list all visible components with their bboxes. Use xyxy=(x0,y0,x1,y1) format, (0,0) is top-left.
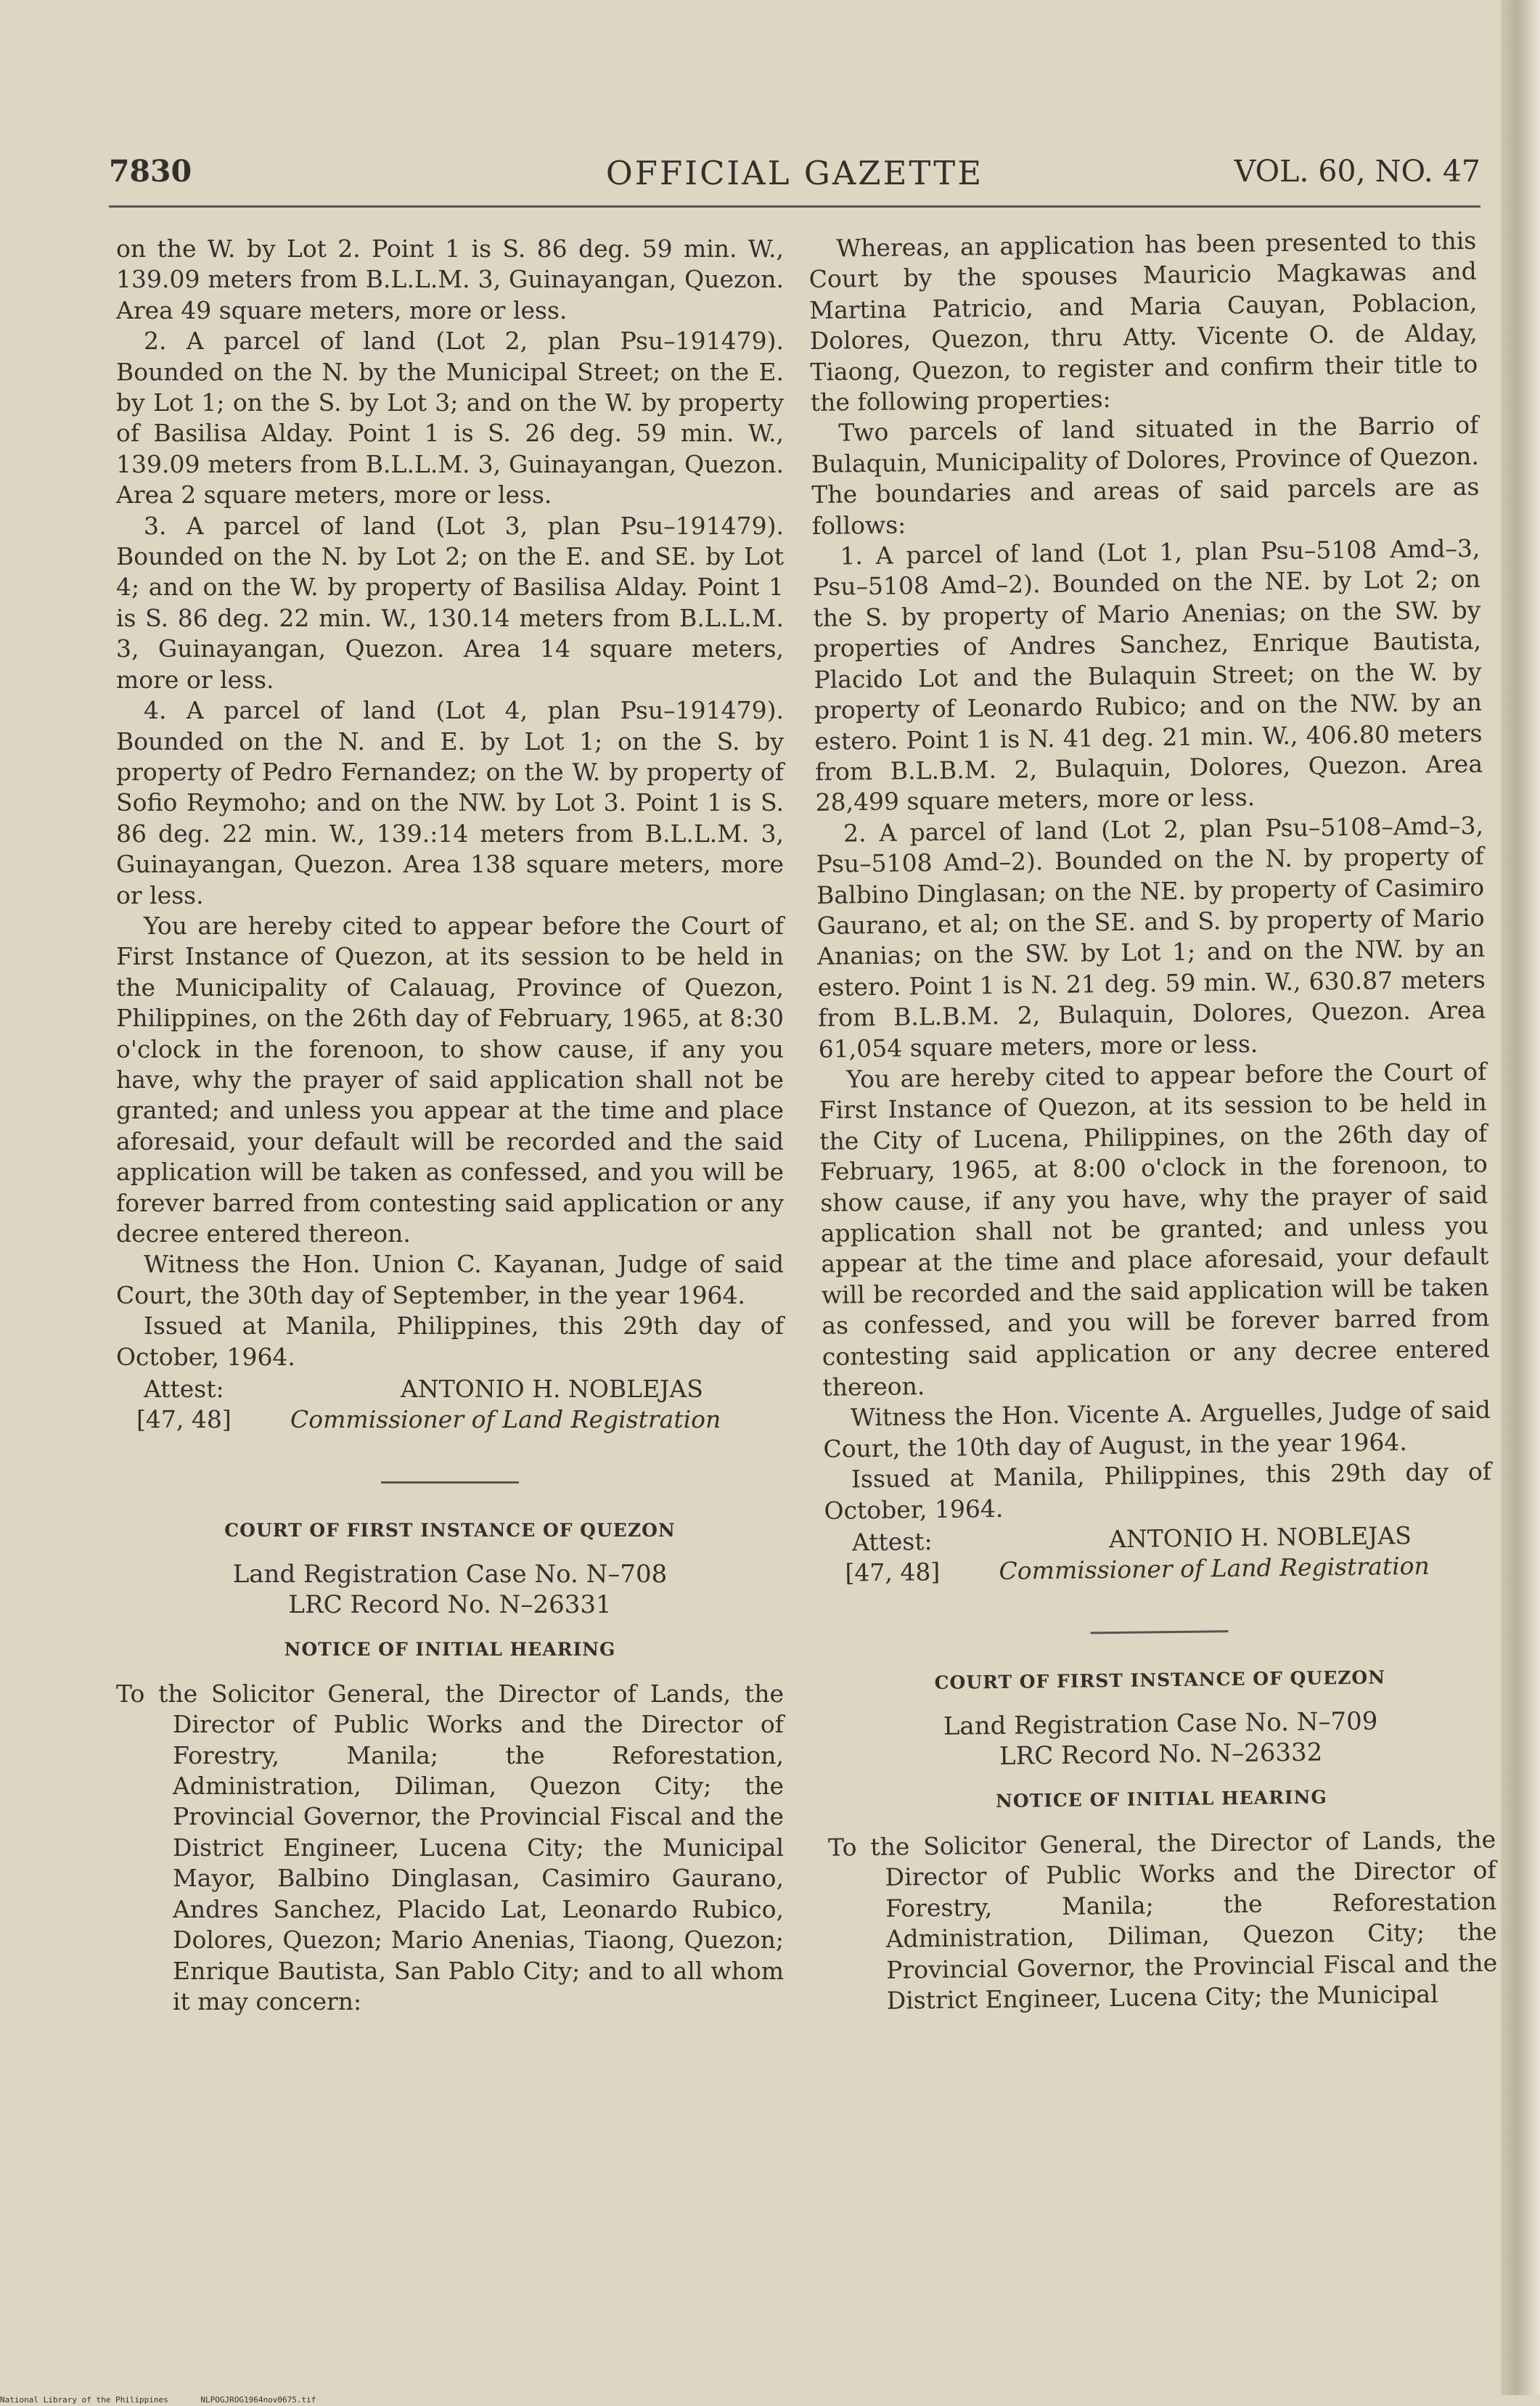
attest-label: Attest: xyxy=(144,1375,224,1404)
attest-name: ANTONIO H. NOBLEJAS xyxy=(1108,1521,1412,1554)
attestation xyxy=(824,1520,1493,1590)
paragraph: 3. A parcel of land (Lot 3, plan Psu–191479). Bounded on the N. by Lot 2; on the E. and SE. by Lot 4; and on the W. by property of Basilisa Alday. Point 1 is S. 86 deg. 22 min. W., 130.14 meters from B.L.L.M. 3, Guinayangan, Quezon. Area 14 square meters, more or less. xyxy=(116,511,784,694)
scan-footer xyxy=(0,2395,343,2405)
file-name: NLPOGJROG1964nov0675.tif xyxy=(200,2395,316,2405)
attest-title: Commissioner of Land Registration xyxy=(290,1405,721,1434)
paragraph: You are hereby cited to appear before the Court of First Instance of Quezon, at its session to be held in the City of Lucena, Philippines, on the 26th day of February, 1965, at 8:00 o'clock in the forenoon, to show cause, if any you have, why the prayer of said application shall not be granted; and unless you appear at the time and place aforesaid, your default will be recorded and the said application will be taken as confessed, and you will be forever barred from contesting said application or any decree entered thereon. xyxy=(819,1057,1491,1402)
addressees: To the Solicitor General, the Director of Lands, the Director of Public Works and the Director of Forestry, Manila; the Reforestation, Administration, Diliman, Quezon City; the Provincial Governor, the Provincial Fiscal and the District Engineer, Lucena City; the Municipal Mayor, Balbino Dinglasan, Casimiro Gaurano, Andres Sanchez, Placido Lat, Leonardo Rubico, Dolores, Quezon; Mario Anenias, Tiaong, Quezon; Enrique Bautista, San Pablo City; and to all whom it may concern: xyxy=(116,1679,784,2016)
attest-ref: [47, 48] xyxy=(845,1557,941,1587)
paragraph: 1. A parcel of land (Lot 1, plan Psu–5108 Amd–3, Psu–5108 Amd–2). Bounded on the NE. by Lot 2; on the S. by property of Mario Anenias; on the SW. by properties of Andres Sanchez, Enrique Bautista, Placido Lot and the Bulaquin Street; on the W. by property of Leonardo Rubico; and on the NW. by an estero. Point 1 is N. 41 deg. 21 min. W., 406.80 meters from B.L.B.M. 2, Bulaquin, Dolores, Quezon. Area 28,499 square meters, more or less. xyxy=(812,533,1483,817)
section-divider xyxy=(1091,1630,1229,1634)
publication-title: OFFICIAL GAZETTE xyxy=(605,154,984,192)
paragraph: Two parcels of land situated in the Barrio of Bulaquin, Municipality of Dolores, Province of Quezon. The boundaries and areas of said parcels are as follows: xyxy=(811,411,1480,540)
attest-label: Attest: xyxy=(851,1527,933,1557)
volume-number: VOL. 60, NO. 47 xyxy=(1234,154,1480,189)
attest-title: Commissioner of Land Registration xyxy=(999,1551,1430,1585)
paragraph: Issued at Manila, Philippines, this 29th day of October, 1964. xyxy=(824,1457,1492,1525)
notice-heading: NOTICE OF INITIAL HEARING xyxy=(995,1786,1327,1812)
attest-name: ANTONIO H. NOBLEJAS xyxy=(401,1375,703,1404)
library-credit: National Library of the Philippines xyxy=(0,2395,168,2405)
paragraph: 2. A parcel of land (Lot 2, plan Psu–5108–Amd–3, Psu–5108 Amd–2). Bounded on the N. by property of Balbino Dinglasan; on the NE. by property of Casimiro Gaurano, et al; on the SE. and S. by property of Mario Ananias; on the SW. by Lot 1; and on the NW. by an estero. Point 1 is N. 21 deg. 59 min. W., 630.87 meters from B.L.B.M. 2, Bulaquin, Dolores, Quezon. Area 61,054 square meters, more or less. xyxy=(816,811,1486,1063)
record-number: LRC Record No. N–26332 xyxy=(999,1738,1323,1772)
case-number: Land Registration Case No. N–708 xyxy=(232,1560,668,1589)
record-number: LRC Record No. N–26331 xyxy=(288,1590,612,1620)
section-divider xyxy=(381,1481,519,1484)
paragraph: You are hereby cited to appear before the Court of First Instance of Quezon, at its session to be held in the Municipality of Calauag, Province of Quezon, Philippines, on the 26th day of February, 1965, at 8:30 o'clock in the forenoon, to show cause, if any you have, why the prayer of said application shall not be granted; and unless you appear at the time and place aforesaid, your default will be recorded and the said application will be taken as confessed, and you will be forever barred from contesting said application or any decree entered thereon. xyxy=(116,911,784,1248)
court-heading: COURT OF FIRST INSTANCE OF QUEZON xyxy=(934,1666,1386,1694)
notice-heading: NOTICE OF INITIAL HEARING xyxy=(284,1639,616,1661)
court-heading: COURT OF FIRST INSTANCE OF QUEZON xyxy=(224,1520,676,1542)
paragraph: 2. A parcel of land (Lot 2, plan Psu–191479). Bounded on the N. by the Municipal Street; on the E. by Lot 1; on the S. by Lot 3; and on the W. by property of Basilisa Alday. Point 1 is S. 26 deg. 59 min. W., 139.09 meters from B.L.L.M. 3, Guinayangan, Quezon. Area 2 square meters, more or less. xyxy=(116,327,784,510)
page-number: 7830 xyxy=(109,154,192,189)
paragraph: on the W. by Lot 2. Point 1 is S. 86 deg. 59 min. W., 139.09 meters from B.L.L.M. 3, Guinayangan, Quezon. Area 49 square meters, more or less. xyxy=(116,234,784,324)
paragraph: Issued at Manila, Philippines, this 29th day of October, 1964. xyxy=(116,1312,784,1371)
paragraph: Witness the Hon. Union C. Kayanan, Judge of said Court, the 30th day of September, in the year 1964. xyxy=(116,1250,784,1309)
case-number: Land Registration Case No. N–709 xyxy=(943,1707,1378,1742)
addressees: To the Solicitor General, the Director of Lands, the Director of Public Works and the Director of Forestry, Manila; the Reforestation Administration, Diliman, Quezon City; the Provincial Governor, the Provincial Fiscal and the District Engineer, Lucena City; the Municipal xyxy=(827,1825,1498,2015)
right-column xyxy=(808,226,1498,2017)
page-header xyxy=(109,154,1480,205)
paragraph: Whereas, an application has been presented to this Court by the spouses Mauricio Magkawas and Martina Patricio, and Maria Cauyan, Poblacion, Dolores, Quezon, thru Atty. Vicente O. de Alday, Tiaong, Quezon, to register and confirm their title to the following properties: xyxy=(808,226,1478,417)
left-column xyxy=(116,234,784,2017)
page-edge-shadow xyxy=(1501,0,1540,2395)
header-rule xyxy=(109,205,1480,208)
paragraph: 4. A parcel of land (Lot 4, plan Psu–191479). Bounded on the N. and E. by Lot 1; on the S. by property of Pedro Fernandez; on the W. by property of Sofio Reymoho; and on the NW. by Lot 3. Point 1 is S. 86 deg. 22 min. W., 139.:14 meters from B.L.L.M. 3, Guinayangan, Quezon. Area 138 square meters, more or less. xyxy=(116,696,784,909)
attestation xyxy=(116,1374,784,1436)
paragraph: Witness the Hon. Vicente A. Arguelles, Judge of said Court, the 10th day of August, in the year 1964. xyxy=(823,1396,1491,1463)
attest-ref: [47, 48] xyxy=(136,1405,232,1434)
